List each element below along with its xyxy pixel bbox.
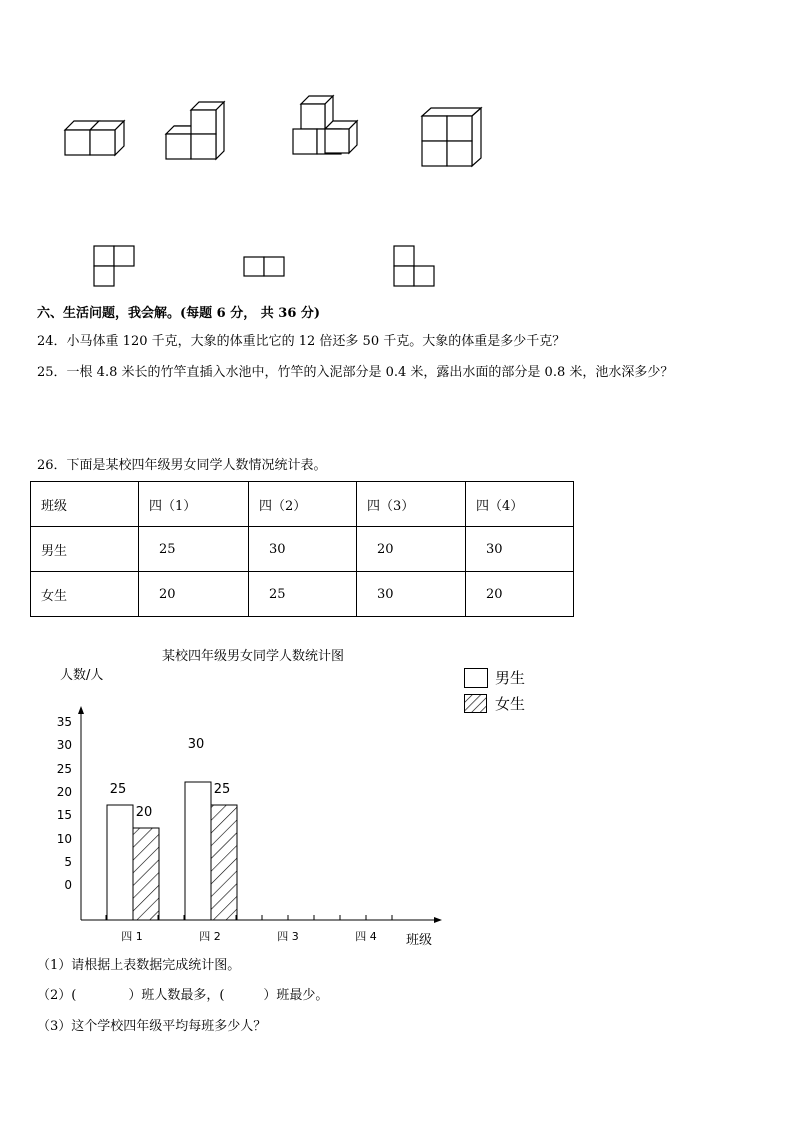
- table-cell: 30: [249, 527, 357, 572]
- view-1: [94, 246, 134, 286]
- data-label: 25: [213, 782, 231, 797]
- table-cell: 女生: [31, 572, 139, 617]
- table-cell: 四（4）: [466, 482, 574, 527]
- table-cell: 20: [139, 572, 249, 617]
- cube-figure-3: [293, 96, 357, 154]
- y-tick-label: 0: [64, 878, 72, 892]
- table-header-row: [31, 482, 574, 527]
- question-25: 25．一根 4.8 米长的竹竿直插入水池中，竹竿的入泥部分是 0.4 米，露出水面的部分是 0.8 米，池水深多少？: [37, 365, 674, 380]
- table-row: [31, 572, 574, 617]
- question-26: 26．下面是某校四年级男女同学人数情况统计表。: [37, 458, 327, 473]
- chart-y-label: 人数/人: [60, 668, 104, 683]
- table-cell: 25: [249, 572, 357, 617]
- table-cell: 25: [139, 527, 249, 572]
- table-cell: 四（2）: [249, 482, 357, 527]
- legend-label-boys: 男生: [495, 669, 526, 687]
- x-category-label: 四 3: [277, 930, 299, 943]
- sub-question-3: （3）这个学校四年级平均每班多少人？: [37, 1019, 267, 1034]
- table-cell: 20: [357, 527, 466, 572]
- y-tick-label: 30: [56, 738, 72, 752]
- y-tick-label: 25: [56, 762, 72, 776]
- y-tick-label: 5: [64, 855, 72, 869]
- data-label: 30: [187, 737, 205, 752]
- x-category-label: 四 1: [121, 930, 143, 943]
- bar-girls: [133, 828, 159, 920]
- legend-swatch-boys: [464, 668, 488, 688]
- question-24: 24．小马体重 120 千克，大象的体重比它的 12 倍还多 50 千克。大象的体重是多少千克？: [37, 334, 566, 349]
- bar-boys: [107, 805, 133, 920]
- bar-boys: [185, 782, 211, 920]
- legend-swatch-girls: [464, 694, 488, 714]
- view-2: [244, 257, 284, 276]
- chart-title: 某校四年级男女同学人数统计图: [162, 649, 345, 664]
- view-3: [394, 246, 434, 286]
- chart-x-label: 班级: [406, 933, 433, 948]
- table-row: [31, 527, 574, 572]
- bar-chart: [40, 700, 460, 950]
- table-cell: 30: [466, 527, 574, 572]
- x-category-label: 四 4: [355, 930, 377, 943]
- cube-figure-4: [422, 108, 481, 166]
- table-cell: 20: [466, 572, 574, 617]
- table-cell: 班级: [31, 482, 139, 527]
- y-axis-arrow: [78, 706, 84, 714]
- y-tick-label: 35: [56, 715, 72, 729]
- statistics-table: [30, 481, 574, 617]
- cube-figures: [0, 90, 520, 290]
- legend-label-girls: 女生: [495, 695, 526, 713]
- cube-figure-1: [65, 121, 124, 155]
- sub-question-2: （2）( ）班人数最多，( ）班最少。: [37, 988, 329, 1003]
- y-tick-label: 15: [56, 808, 72, 822]
- table-cell: 四（3）: [357, 482, 466, 527]
- table-cell: 30: [357, 572, 466, 617]
- x-category-label: 四 2: [199, 930, 221, 943]
- y-tick-label: 10: [56, 832, 72, 846]
- table-cell: 四（1）: [139, 482, 249, 527]
- table-cell: 男生: [31, 527, 139, 572]
- sub-question-1: （1）请根据上表数据完成统计图。: [37, 958, 241, 973]
- y-tick-label: 20: [56, 785, 72, 799]
- bar-girls: [211, 805, 237, 920]
- section-heading: 六、生活问题，我会解。(每题 6 分， 共 36 分): [37, 306, 321, 321]
- x-axis-arrow: [434, 917, 442, 923]
- data-label: 20: [135, 805, 153, 820]
- cube-figure-2: [166, 102, 224, 159]
- data-label: 25: [109, 782, 127, 797]
